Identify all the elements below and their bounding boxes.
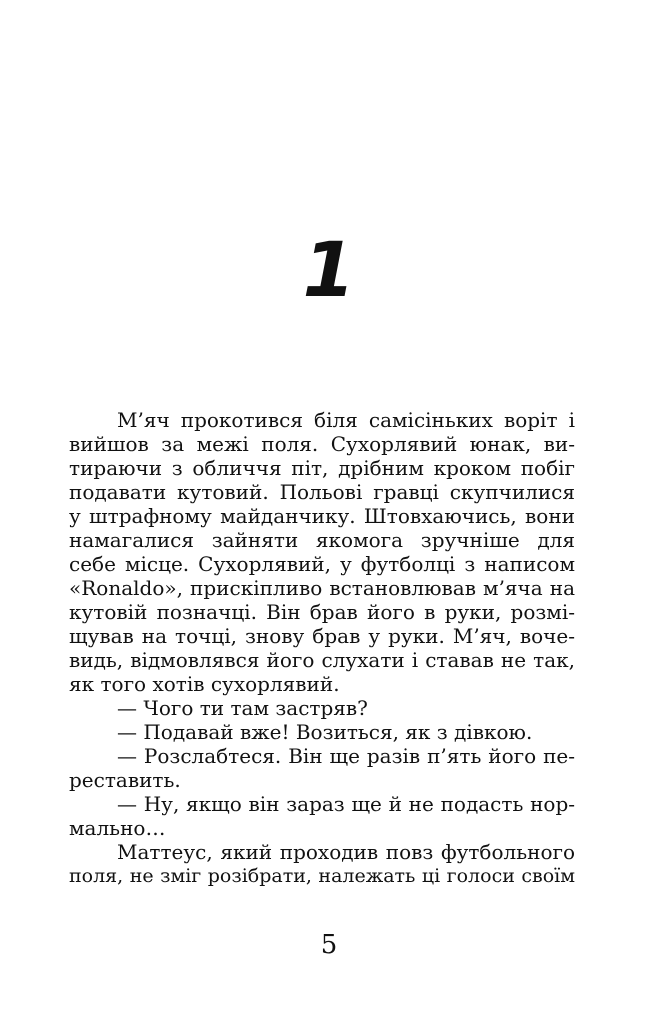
text-line: Маттеус, який проходив повз футбольного — [117, 840, 575, 864]
text-line: вийшов за межі поля. Сухорлявий юнак, ви- — [69, 432, 575, 456]
text-line: у штрафному майданчику. Штовхаючись, вони — [69, 504, 575, 528]
text-line: — Подавай вже! Возиться, як з дівкою. — [117, 720, 533, 744]
text-line: себе місце. Сухорлявий, у футболці з написом — [69, 552, 575, 576]
text-line: реставить. — [69, 768, 181, 792]
text-line: намагалися зайняти якомога зручніше для — [69, 528, 575, 552]
text-line: кутовій позначці. Він брав його в руки, розмі- — [69, 600, 575, 624]
text-line: мально… — [69, 816, 166, 840]
text-line: М’яч прокотився біля самісіньких воріт і — [117, 408, 575, 432]
page-number: 5 — [320, 930, 338, 960]
text-line: — Розслабтеся. Він ще разів п’ять його пе- — [117, 744, 575, 768]
chapter-number: 1 — [302, 225, 356, 314]
text-line: тираючи з обличчя піт, дрібним кроком побіг — [69, 456, 575, 480]
text-line: щував на точці, знову брав у руки. М’яч, воче- — [69, 624, 575, 648]
text-line: поля, не зміг розібрати, належать ці голоси своїм — [69, 865, 575, 887]
text-line: «Ronaldo», прискіпливо встановлював м’яча на — [69, 576, 575, 600]
text-line: видь, відмовлявся його слухати і ставав не так, — [69, 648, 575, 672]
text-line: подавати кутовий. Польові гравці скупчилися — [69, 480, 575, 504]
body-text — [69, 408, 575, 888]
text-line: — Чого ти там застряв? — [117, 696, 368, 720]
text-line: як того хотів сухорлявий. — [69, 672, 340, 696]
text-line: — Ну, якщо він зараз ще й не подасть нор- — [117, 792, 575, 816]
